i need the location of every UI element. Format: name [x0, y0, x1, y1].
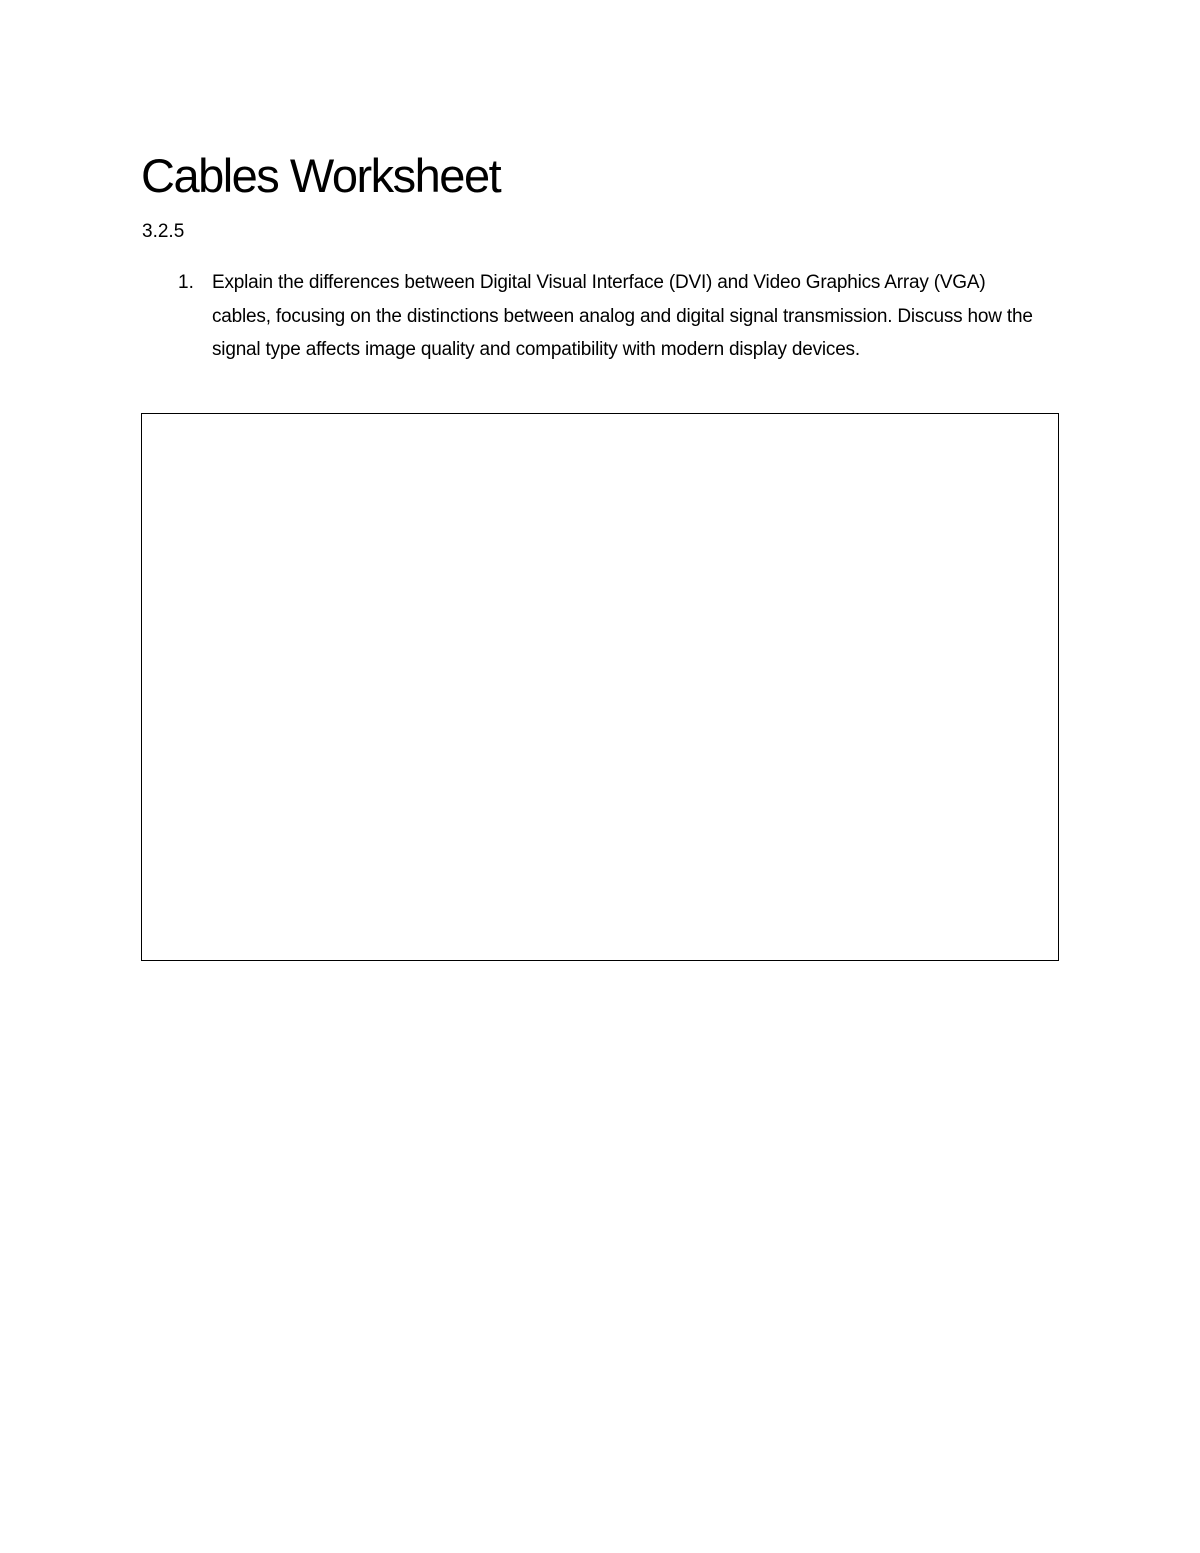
question-text: Explain the differences between Digital Visual Interface (DVI) and Video Graphics Array (VGA) cables, focusing on the distinctions between analog and digital signal transmission. Discuss how the signal type affects image quality and compatibility with modern display devices. — [212, 272, 1033, 360]
section-number: 3.2.5 — [142, 221, 185, 242]
page-title: Cables Worksheet — [141, 149, 501, 202]
answer-box[interactable] — [141, 413, 1059, 961]
question-item — [142, 266, 1042, 367]
question-number: 1. — [178, 272, 194, 293]
question-list — [142, 266, 1042, 367]
